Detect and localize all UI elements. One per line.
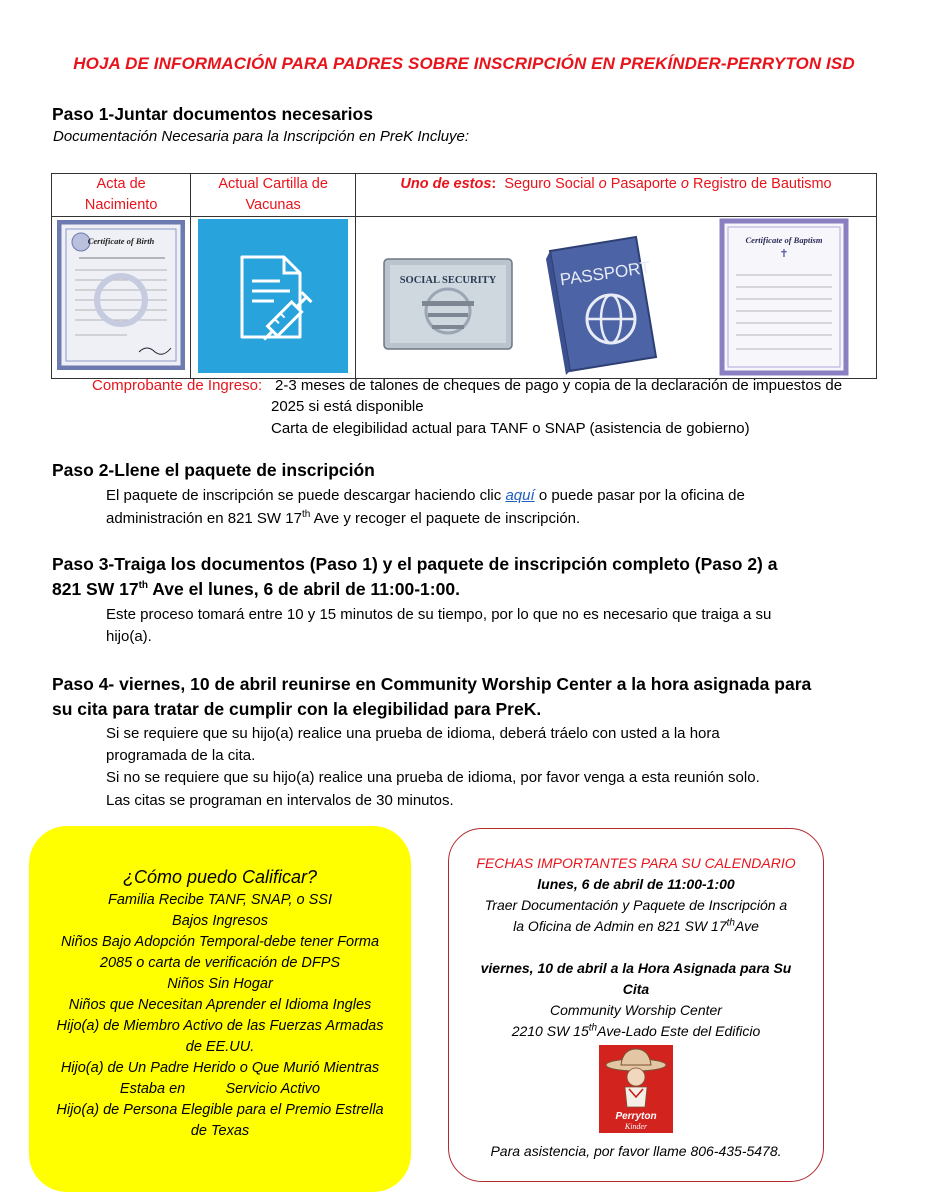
qualify-item: Niños que Necesitan Aprender el Idioma Ingles bbox=[68, 997, 372, 1013]
id-options-cell bbox=[356, 217, 877, 379]
income-line2: 2025 si está disponible bbox=[271, 398, 424, 415]
calendar-date2-line2: Cita bbox=[622, 981, 650, 997]
perryton-kinder-logo bbox=[599, 1045, 673, 1133]
step3-body-line1: Este proceso tomará entre 10 y 15 minutos de su tiempo, por lo que no es necesario que traiga a su bbox=[106, 606, 772, 623]
step4-body-line4: Las citas se programan en intervalos de 30 minutos. bbox=[106, 792, 454, 809]
step4-body-line3: Si no se requiere que su hijo(a) realice una prueba de idioma, por favor venga a esta reunión solo. bbox=[106, 769, 760, 786]
svg-text:Certificate of Baptism: Certificate of Baptism bbox=[745, 235, 823, 245]
vaccine-record-icon bbox=[198, 219, 348, 373]
income-line1: 2-3 meses de talones de cheques de pago y copia de la declaración de impuestos de bbox=[275, 377, 843, 394]
step1-heading: Paso 1-Juntar documentos necesarios bbox=[52, 104, 373, 124]
qualify-item: 2085 o carta de verificación de DFPS bbox=[99, 955, 341, 971]
social-security-card-image bbox=[384, 259, 512, 349]
qualify-item: Hijo(a) de Miembro Activo de las Fuerzas Armadas bbox=[56, 1018, 384, 1034]
qualify-item: de EE.UU. bbox=[185, 1039, 255, 1055]
svg-text:✝: ✝ bbox=[779, 248, 789, 260]
calendar-address: 2210 SW 15thAve-Lado Este del Edificio bbox=[511, 1022, 761, 1039]
birth-cert-header: Acta de Nacimiento bbox=[52, 174, 191, 217]
step4-body-line1: Si se requiere que su hijo(a) realice una prueba de idioma, deberá tráelo con usted a la hora bbox=[106, 725, 720, 742]
documents-table bbox=[51, 173, 877, 379]
birth-cert-cell bbox=[52, 217, 191, 379]
calendar-place: Community Worship Center bbox=[550, 1002, 722, 1018]
qualify-item: Bajos Ingresos bbox=[172, 913, 268, 929]
step3-heading-line1: Paso 3-Traiga los documentos (Paso 1) y el paquete de inscripción completo (Paso 2) a bbox=[52, 554, 778, 574]
download-packet-link[interactable]: aquí bbox=[505, 487, 535, 504]
income-label: Comprobante de Ingreso: bbox=[92, 377, 263, 394]
step4-body-line2: programada de la cita. bbox=[106, 747, 256, 764]
calendar-date1-line1: Traer Documentación y Paquete de Inscripción a bbox=[484, 897, 788, 913]
passport-image bbox=[546, 237, 656, 375]
qualify-heading: ¿Cómo puedo Calificar? bbox=[122, 867, 318, 887]
baptism-certificate-image bbox=[722, 221, 846, 373]
calendar-box bbox=[448, 828, 824, 1182]
qualify-item: Niños Bajo Adopción Temporal-debe tener Forma bbox=[60, 934, 380, 950]
qualify-box bbox=[29, 826, 411, 1192]
id-options-header: Uno de estos: Seguro Social o Pasaporte o Registro de Bautismo bbox=[356, 174, 877, 217]
qualify-item: Estaba en Servicio Activo bbox=[119, 1081, 321, 1097]
svg-text:Perryton: Perryton bbox=[615, 1111, 657, 1122]
income-line3: Carta de elegibilidad actual para TANF o SNAP (asistencia de gobierno) bbox=[271, 420, 750, 437]
step1-subheading: Documentación Necesaria para la Inscripción en PreK Incluye: bbox=[53, 128, 470, 145]
step2-line2: administración en 821 SW 17th Ave y recoger el paquete de inscripción. bbox=[106, 509, 581, 527]
vaccine-cell bbox=[191, 217, 356, 379]
svg-text:Certificate of Birth: Certificate of Birth bbox=[87, 236, 155, 246]
step2-heading: Paso 2-Llene el paquete de inscripción bbox=[52, 460, 375, 480]
calendar-date1-line2: la Oficina de Admin en 821 SW 17thAve bbox=[513, 917, 759, 934]
calendar-help: Para asistencia, por favor llame 806-435-5478. bbox=[490, 1143, 782, 1159]
step4-heading-line1: Paso 4- viernes, 10 de abril reunirse en Community Worship Center a la hora asignada para bbox=[52, 674, 812, 694]
step3-body-line2: hijo(a). bbox=[106, 628, 152, 645]
calendar-date1: lunes, 6 de abril de 11:00-1:00 bbox=[537, 876, 735, 892]
calendar-date2-line1: viernes, 10 de abril a la Hora Asignada para Su bbox=[480, 960, 792, 976]
qualify-list bbox=[29, 890, 411, 1142]
svg-text:PASSPORT: PASSPORT bbox=[558, 257, 652, 290]
calendar-heading: FECHAS IMPORTANTES PARA SU CALENDARIO bbox=[476, 855, 796, 871]
qualify-item: Hijo(a) de Un Padre Herido o Que Murió Mientras bbox=[60, 1060, 380, 1076]
vaccine-header: Actual Cartilla de Vacunas bbox=[191, 174, 356, 217]
birth-certificate-image bbox=[57, 220, 185, 370]
step3-heading-line2: 821 SW 17th Ave el lunes, 6 de abril de 11:00-1:00. bbox=[52, 579, 460, 599]
qualify-item: Hijo(a) de Persona Elegible para el Premio Estrella bbox=[56, 1102, 384, 1118]
svg-text:SOCIAL SECURITY: SOCIAL SECURITY bbox=[399, 275, 497, 286]
qualify-item: Familia Recibe TANF, SNAP, o SSI bbox=[107, 892, 333, 908]
page-title: HOJA DE INFORMACIÓN PARA PADRES SOBRE INSCRIPCIÓN EN PREKÍNDER-PERRYTON ISD bbox=[73, 54, 855, 73]
id-documents-images bbox=[356, 217, 876, 377]
step2-line1: El paquete de inscripción se puede descargar haciendo clic aquí o puede pasar por la oficina de bbox=[106, 487, 745, 504]
qualify-item: de Texas bbox=[190, 1123, 250, 1139]
svg-text:Kinder: Kinder bbox=[624, 1122, 648, 1131]
qualify-item: Niños Sin Hogar bbox=[167, 976, 273, 992]
step4-heading-line2: su cita para tratar de cumplir con la elegibilidad para PreK. bbox=[52, 699, 542, 719]
